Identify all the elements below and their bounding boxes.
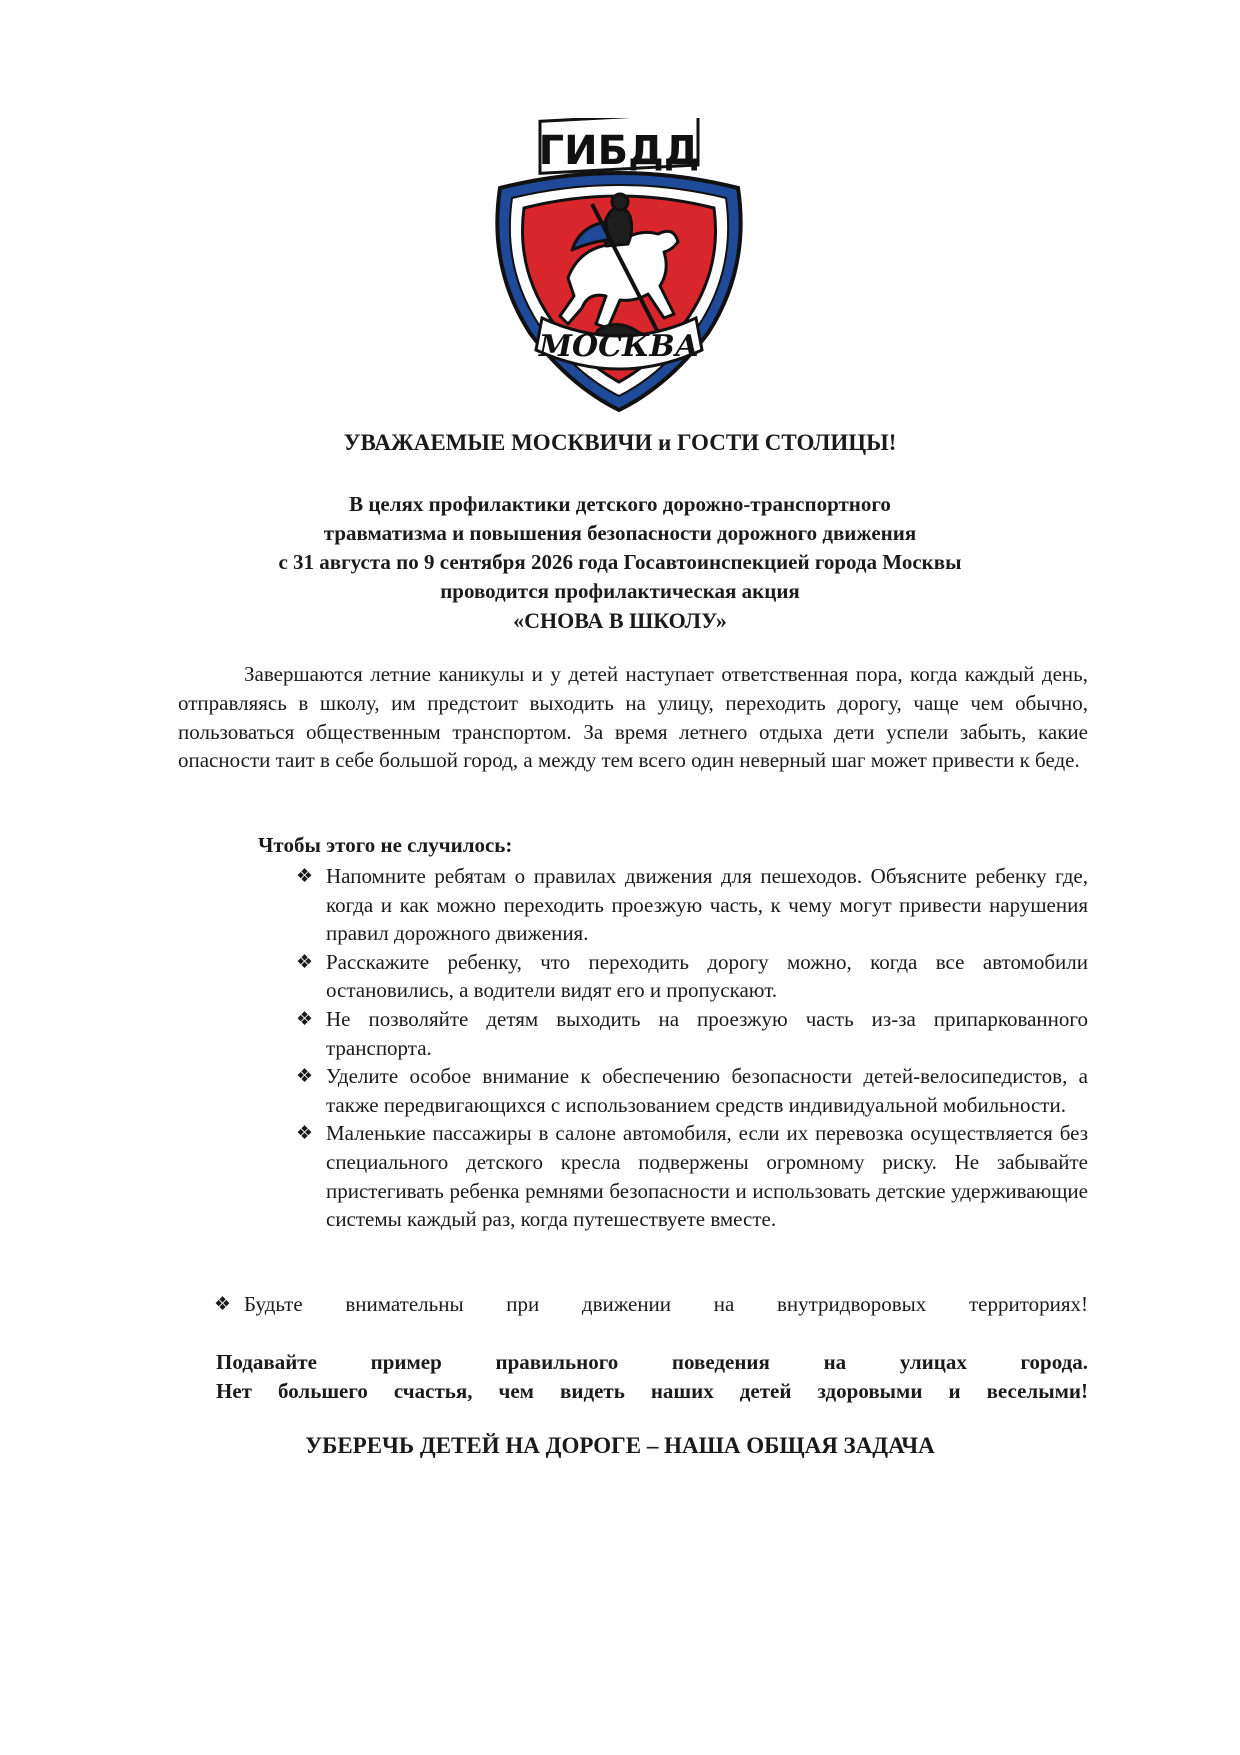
list-item	[296, 1119, 1088, 1233]
closing-block	[216, 1348, 1088, 1406]
intro-line: с 31 августа по 9 сентября 2026 года Госавтоинспекцией города Москвы	[278, 550, 962, 574]
list-item	[296, 862, 1088, 948]
tip-text: Будьте внимательны при движении на внутридворовых территориях!	[244, 1292, 1088, 1316]
tips-list	[296, 862, 1088, 1234]
diamond-bullet-icon: ❖	[296, 865, 314, 887]
body-paragraph: Завершаются летние каникулы и у детей наступает ответственная пора, когда каждый день, отправляясь в школу, им предстоит выходить на улицу, переходить дорогу, чаще чем обычно, пользоваться общественным транспортом. За время летнего отдыха дети успели забыть, какие опасности таит в себе большой город, а между тем всего один неверный шаг может привести к беде.	[178, 662, 1088, 773]
closing-line: Нет большего счастья, чем видеть наших детей здоровыми и веселыми!	[216, 1379, 1088, 1403]
list-item	[296, 1062, 1088, 1119]
intro-line: травматизма и повышения безопасности дорожного движения	[323, 521, 917, 545]
gibdd-moscow-emblem	[488, 118, 750, 414]
page-heading: УВАЖАЕМЫЕ МОСКВИЧИ и ГОСТИ СТОЛИЦЫ!	[343, 430, 897, 455]
list-item	[214, 1290, 1088, 1319]
tip-text: Не позволяйте детям выходить на проезжую часть из-за припаркованного транспорта.	[326, 1006, 1088, 1060]
list-item	[296, 1005, 1088, 1062]
intro-block	[150, 490, 1090, 635]
final-heading: УБЕРЕЧЬ ДЕТЕЙ НА ДОРОГЕ – НАША ОБЩАЯ ЗАДАЧА	[305, 1433, 935, 1458]
diamond-bullet-icon: ❖	[296, 1065, 314, 1088]
tip-text: Напомните ребятам о правилах движения для пешеходов. Объясните ребенку где, когда и как можно переходить проезжую часть, к чему могут привести нарушения правил дорожного движения.	[326, 864, 1088, 946]
final-tip-list	[214, 1290, 1088, 1319]
campaign-name: «СНОВА В ШКОЛУ»	[513, 608, 727, 633]
closing-line: Подавайте пример правильного поведения на улицах города.	[216, 1350, 1088, 1374]
diamond-bullet-icon: ❖	[296, 1122, 314, 1145]
emblem-bottom-text: МОСКВА	[538, 329, 700, 364]
diamond-bullet-icon: ❖	[296, 950, 314, 973]
emblem-top-text: ГИБДД	[538, 128, 700, 174]
tips-lead: Чтобы этого не случилось:	[258, 833, 513, 857]
tip-text: Уделите особое внимание к обеспечению безопасности детей-велосипедистов, а также передвигающихся с использованием средств индивидуальной мобильности.	[326, 1064, 1088, 1117]
list-item	[296, 948, 1088, 1005]
tip-text: Маленькие пассажиры в салоне автомобиля, если их перевозка осуществляется без специального детского кресла подвержены огромному риску. Не забывайте пристегивать ребенка ремнями безопасности и использовать детские удерживающие системы каждый раз, когда путешествуете вместе.	[326, 1121, 1088, 1232]
diamond-bullet-icon: ❖	[296, 1007, 314, 1030]
intro-line: В целях профилактики детского дорожно-транспортного	[349, 492, 891, 516]
diamond-bullet-icon: ❖	[214, 1293, 232, 1315]
tip-text: Расскажите ребенку, что переходить дорогу можно, когда все автомобили остановились, а водители видят его и пропускают.	[326, 949, 1088, 1003]
intro-line: проводится профилактическая акция	[440, 579, 800, 603]
